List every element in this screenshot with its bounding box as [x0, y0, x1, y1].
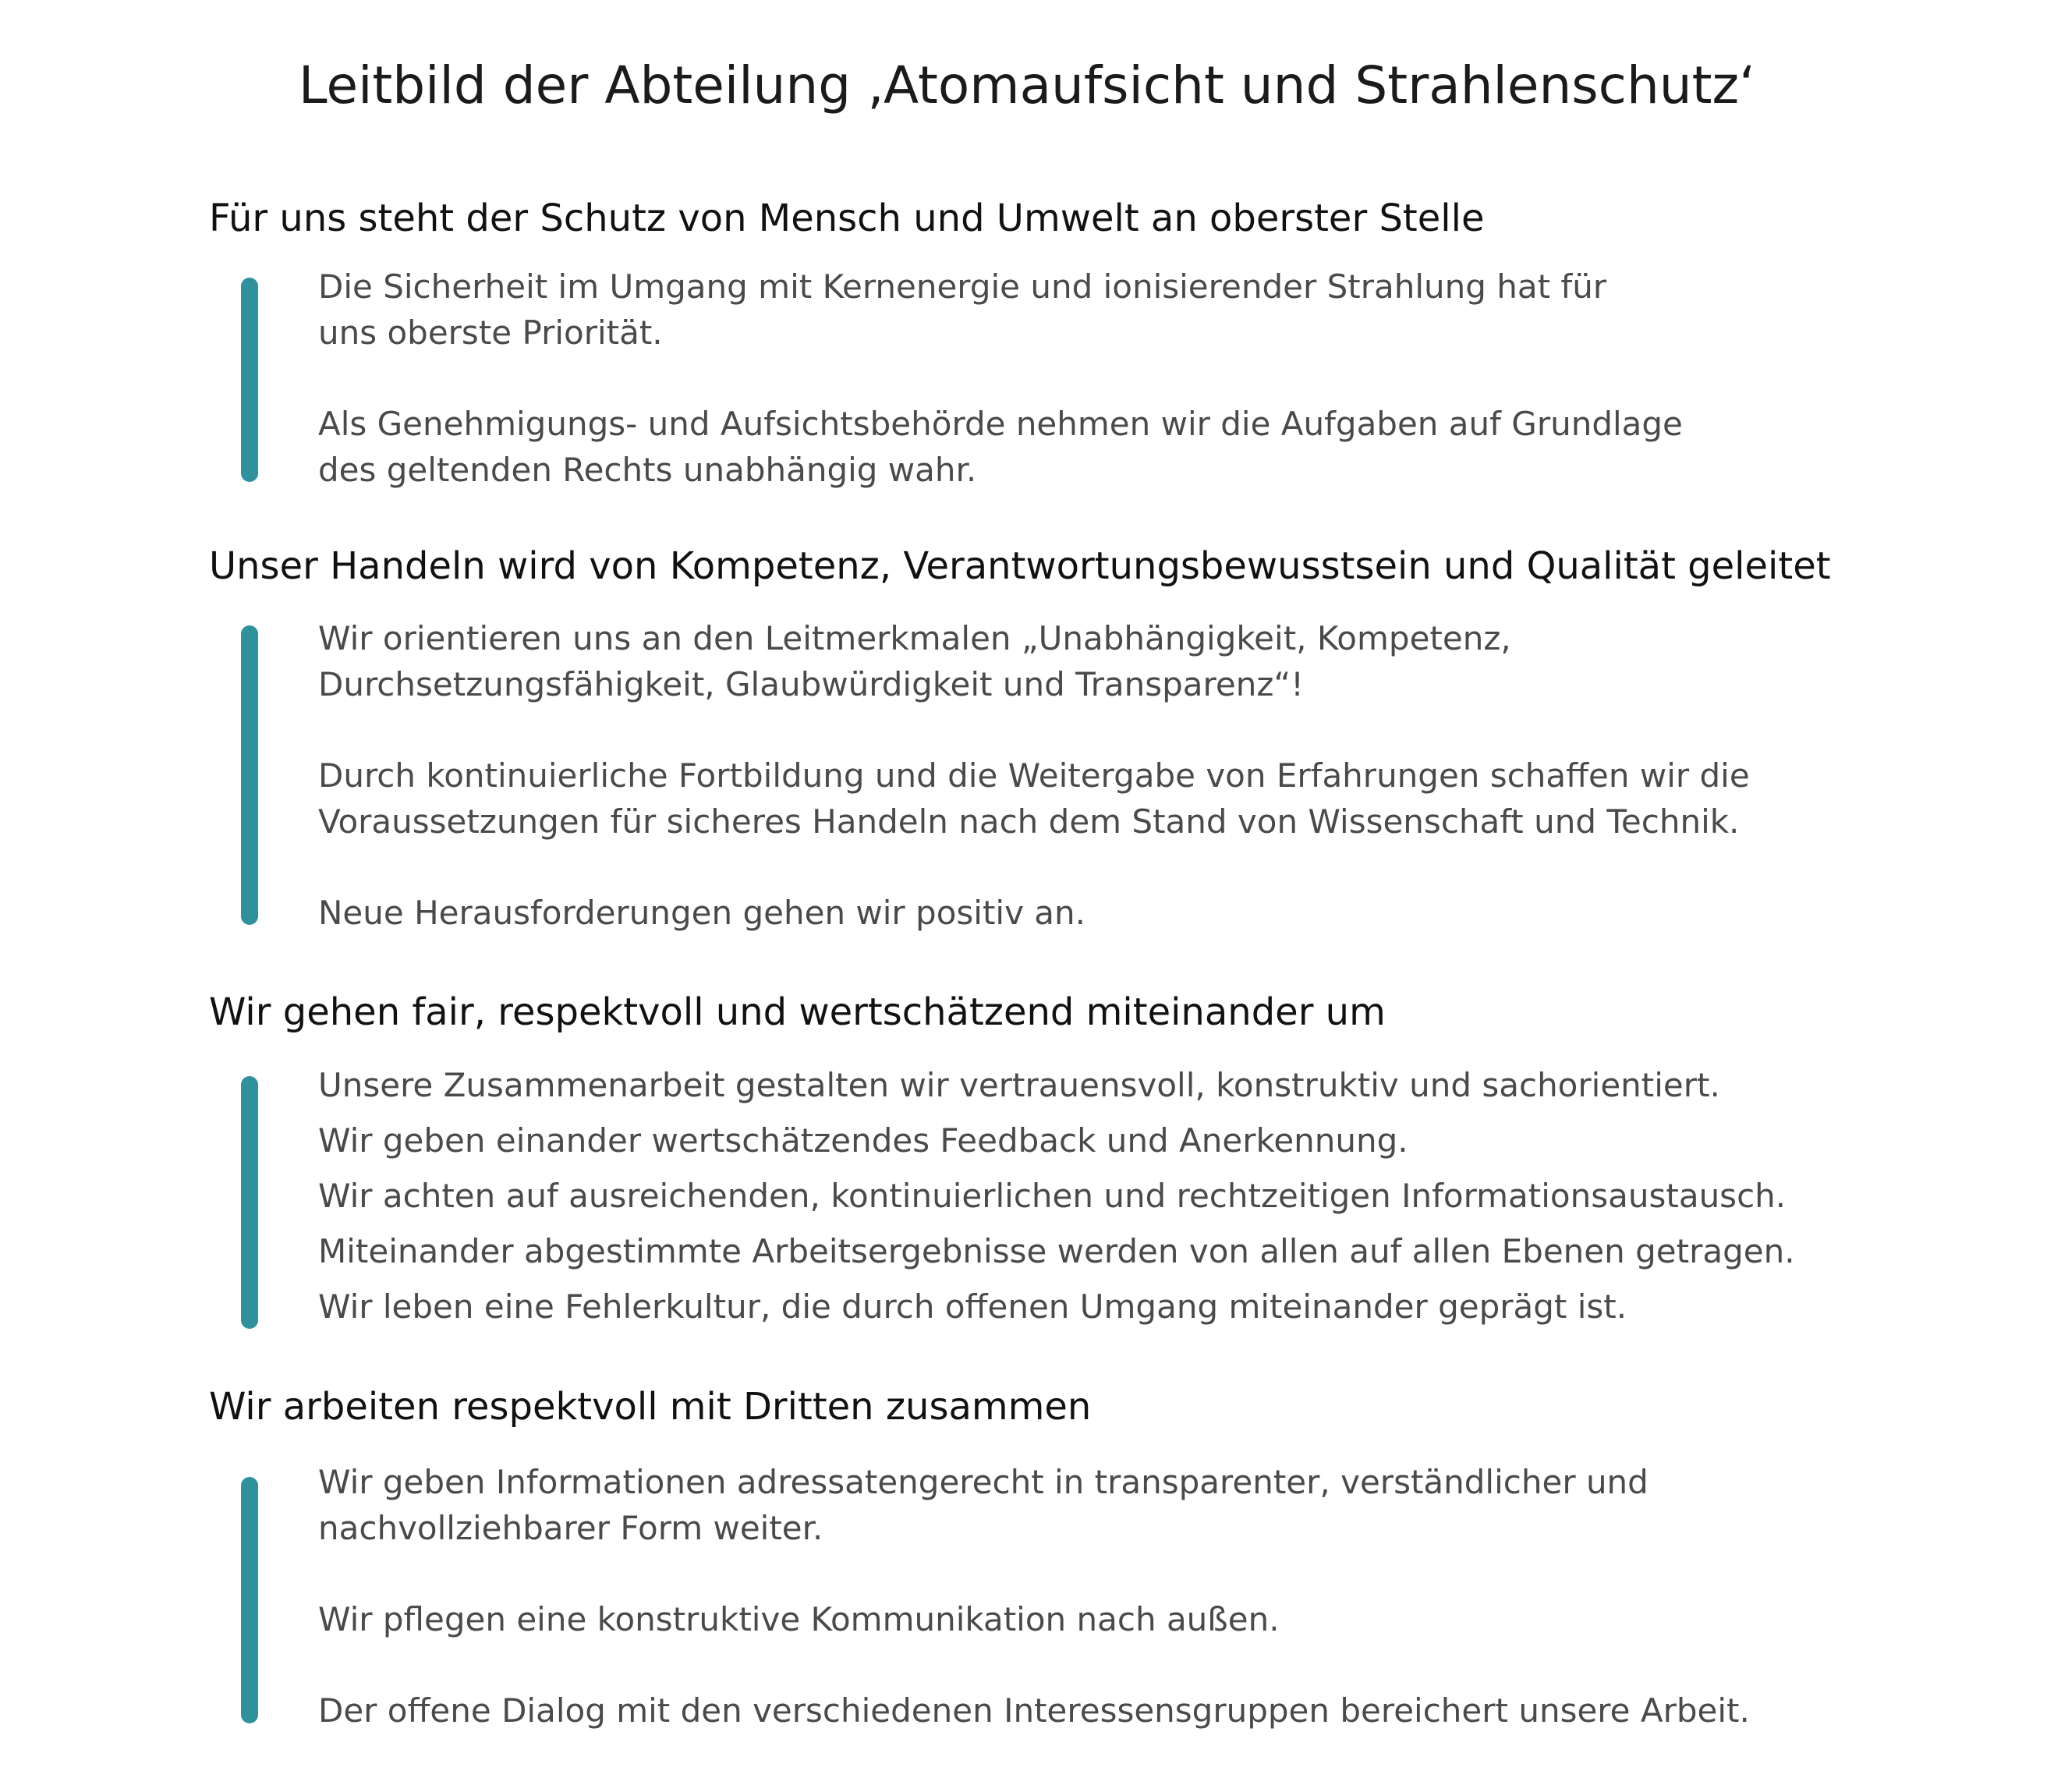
- list-item: Unsere Zusammenarbeit gestalten wir vertrauensvoll, konstruktiv und sachorientiert.: [318, 1066, 1720, 1104]
- section-heading: Wir arbeiten respektvoll mit Dritten zusammen: [209, 1385, 1092, 1429]
- list-item: Miteinander abgestimmte Arbeitsergebnisse werden von allen auf allen Ebenen getragen.: [318, 1232, 1795, 1270]
- section-body: [318, 264, 2018, 493]
- section-body: [318, 615, 2018, 936]
- paragraph: Wir pflegen eine konstruktive Kommunikation nach außen.: [318, 1600, 1280, 1638]
- list-item: Wir geben einander wertschätzendes Feedback und Anerkennung.: [318, 1121, 1408, 1160]
- section-accent-bar: [241, 278, 258, 482]
- section-body: [318, 1459, 2018, 1734]
- paragraph: Der offene Dialog mit den verschiedenen Interessensgruppen bereichert unsere Arbeit.: [318, 1691, 1750, 1730]
- paragraph: Die Sicherheit im Umgang mit Kernenergie und ionisierender Strahlung hat für uns oberste Priorität.: [318, 267, 1607, 352]
- section-accent-bar: [241, 1076, 258, 1329]
- section-heading: Wir gehen fair, respektvoll und wertschätzend miteinander um: [209, 990, 1386, 1034]
- section-heading: Für uns steht der Schutz von Mensch und Umwelt an oberster Stelle: [209, 197, 1485, 240]
- section-accent-bar: [241, 625, 258, 925]
- list-item: Wir leben eine Fehlerkultur, die durch offenen Umgang miteinander geprägt ist.: [318, 1287, 1627, 1326]
- section-heading: Unser Handeln wird von Kompetenz, Verantwortungsbewusstsein und Qualität geleitet: [209, 544, 1831, 588]
- paragraph: Wir geben Informationen adressatengerecht in transparenter, verständlicher und nachvollziehbarer Form weiter.: [318, 1463, 1649, 1547]
- list-item: Wir achten auf ausreichenden, kontinuierlichen und rechtzeitigen Informationsaustausch.: [318, 1177, 1787, 1215]
- paragraph: Wir orientieren uns an den Leitmerkmalen „Unabhängigkeit, Kompetenz, Durchsetzungsfähigkeit, Glaubwürdigkeit und Transparenz“!: [318, 619, 1511, 703]
- paragraph: Durch kontinuierliche Fortbildung und die Weitergabe von Erfahrungen schaffen wir die Voraussetzungen für sicheres Handeln nach dem Stand von Wissenschaft und Technik.: [318, 756, 1750, 841]
- paragraph: Neue Herausforderungen gehen wir positiv an.: [318, 894, 1086, 932]
- section-list: [318, 1057, 2018, 1334]
- page-title: Leitbild der Abteilung ‚Atomaufsicht und Strahlenschutz‘: [298, 55, 1756, 115]
- section-accent-bar: [241, 1477, 258, 1723]
- paragraph: Als Genehmigungs- und Aufsichtsbehörde nehmen wir die Aufgaben auf Grundlage des geltenden Rechts unabhängig wahr.: [318, 405, 1683, 489]
